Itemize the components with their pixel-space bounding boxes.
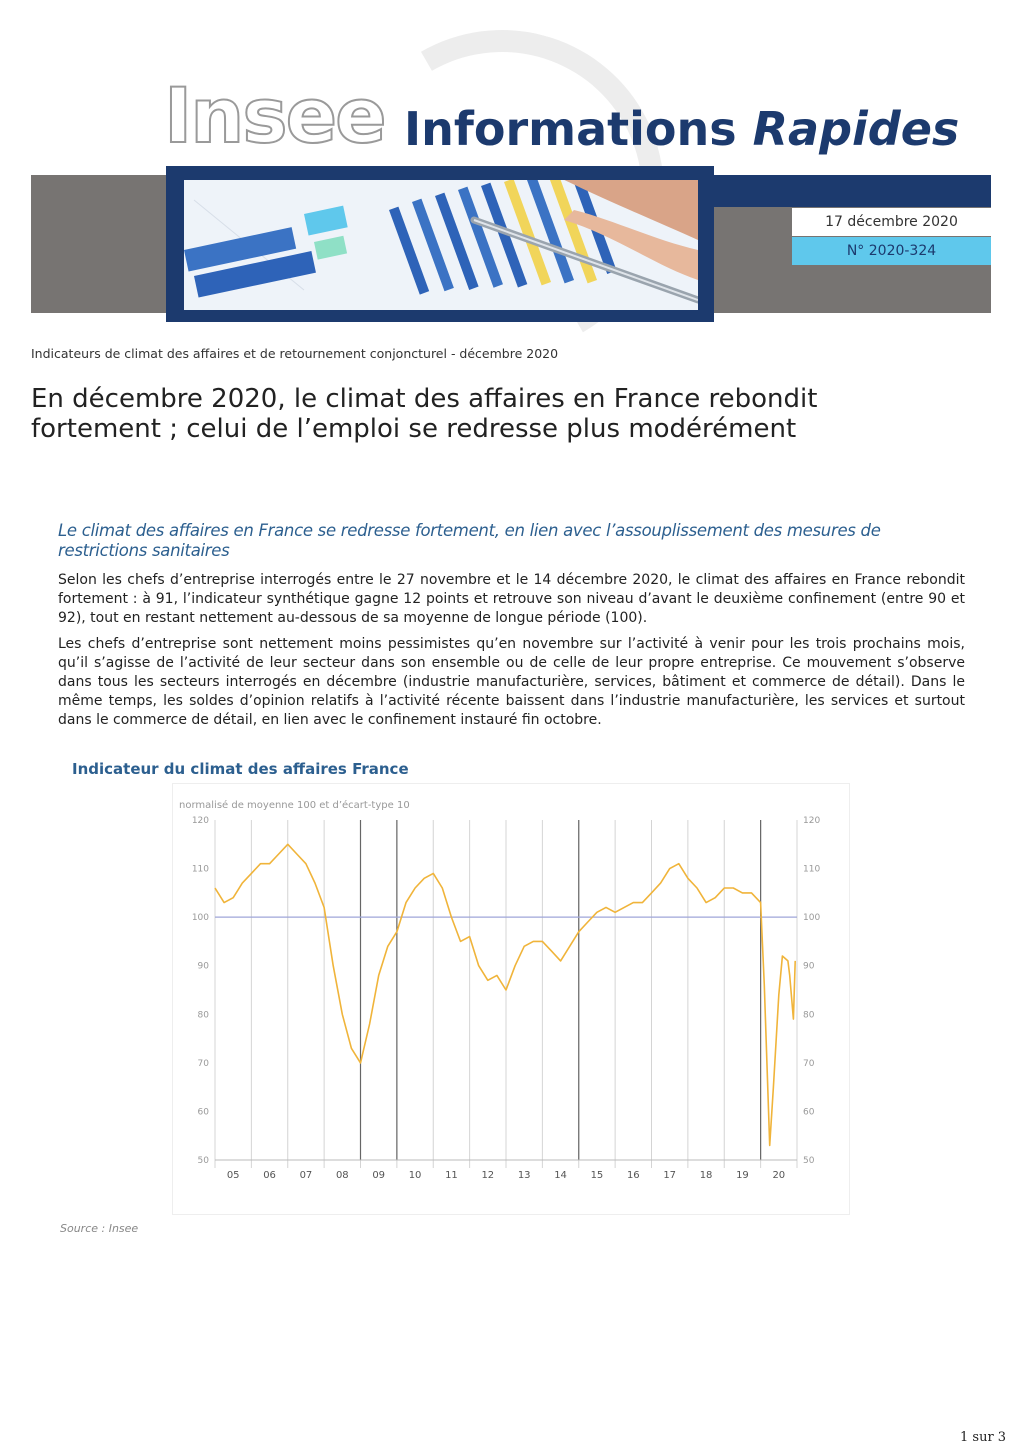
publication-date: 17 décembre 2020 bbox=[792, 208, 991, 236]
x-tick-label: 10 bbox=[408, 1170, 422, 1181]
publication-number: N° 2020-324 bbox=[792, 237, 991, 265]
source-note: Source : Insee bbox=[60, 1222, 139, 1235]
brand-italic: Rapides bbox=[752, 102, 960, 156]
y-tick-label-left: 50 bbox=[197, 1156, 209, 1166]
chart-subtitle: normalisé de moyenne 100 et d’écart-type 10 bbox=[179, 800, 410, 811]
x-tick-label: 13 bbox=[517, 1170, 531, 1181]
series-line-climat-des-affaires bbox=[215, 844, 795, 1145]
document-headline: En décembre 2020, le climat des affaires en France rebondit fortement ; celui de l’emploi se redresse plus modérément bbox=[31, 384, 818, 444]
insee-logo: Insee bbox=[164, 71, 385, 160]
y-tick-label-right: 50 bbox=[803, 1156, 815, 1166]
x-tick-label: 11 bbox=[445, 1170, 458, 1181]
y-tick-label-left: 70 bbox=[197, 1058, 209, 1069]
x-tick-label: 16 bbox=[626, 1170, 640, 1181]
x-tick-label: 09 bbox=[372, 1170, 386, 1181]
y-tick-label-left: 80 bbox=[197, 1010, 209, 1021]
x-tick-label: 06 bbox=[263, 1170, 276, 1181]
x-tick-label: 20 bbox=[772, 1170, 786, 1181]
page-number: 1 sur 3 bbox=[960, 1430, 1007, 1445]
brand-main: Informations bbox=[404, 102, 753, 156]
section-title: Le climat des affaires en France se redresse fortement, en lien avec l’assouplissement des mesures de restrictions sanitaires bbox=[58, 521, 881, 560]
chart-container bbox=[172, 783, 850, 1215]
y-tick-label-left: 120 bbox=[191, 816, 209, 826]
chart-heading: Indicateur du climat des affaires France bbox=[72, 760, 409, 778]
header-navy-band bbox=[700, 175, 991, 207]
x-tick-label: 12 bbox=[481, 1170, 495, 1181]
hero-illustration bbox=[184, 180, 698, 310]
business-climate-chart bbox=[173, 784, 849, 1214]
y-tick-label-right: 110 bbox=[803, 864, 821, 875]
y-tick-label-right: 120 bbox=[803, 816, 821, 826]
publication-brand bbox=[404, 102, 960, 156]
hero-image-charts-and-pen bbox=[184, 180, 698, 310]
paragraph-2: Les chefs d’entreprise sont nettement moins pessimistes qu’en novembre sur l’activité à venir pour les trois prochains mois, qu’il s’agisse de l’activité de leur secteur dans son ensemble ou de celle de leur propre entreprise. Ce mouvement s’observe dans tous les secteurs interrogés en décembre (industrie manufacturière, services, bâtiment et commerce de détail). Dans le même temps, les soldes d’opinion relatifs à l’activité récente baissent dans l’industrie manufacturière, les services et surtout dans le commerce de détail, en lien avec le confinement instauré fin octobre. bbox=[58, 636, 965, 728]
y-tick-label-right: 70 bbox=[803, 1058, 815, 1069]
x-tick-label: 17 bbox=[663, 1170, 677, 1181]
y-tick-label-right: 90 bbox=[803, 961, 815, 972]
y-tick-label-left: 60 bbox=[197, 1107, 209, 1118]
y-tick-label-right: 100 bbox=[803, 913, 821, 924]
x-tick-label: 05 bbox=[226, 1170, 240, 1181]
x-tick-label: 15 bbox=[590, 1170, 604, 1181]
x-tick-label: 18 bbox=[699, 1170, 713, 1181]
x-tick-label: 14 bbox=[554, 1170, 567, 1181]
x-tick-label: 08 bbox=[335, 1170, 349, 1181]
y-tick-label-right: 80 bbox=[803, 1010, 815, 1021]
y-tick-label-left: 110 bbox=[191, 864, 209, 875]
y-tick-label-right: 60 bbox=[803, 1107, 815, 1118]
document-subtitle: Indicateurs de climat des affaires et de retournement conjoncturel - décembre 2020 bbox=[31, 346, 559, 361]
y-tick-label-left: 100 bbox=[191, 913, 209, 924]
y-tick-label-left: 90 bbox=[197, 961, 209, 972]
paragraph-1: Selon les chefs d’entreprise interrogés entre le 27 novembre et le 14 décembre 2020, le climat des affaires en France rebondit fortement : à 91, l’indicateur synthétique gagne 12 points et retrouve son niveau d’avant le deuxième confinement (entre 90 et 92), tout en restant nettement au-dessous de sa moyenne de longue période (100). bbox=[58, 572, 965, 626]
x-tick-label: 07 bbox=[299, 1170, 313, 1181]
x-tick-label: 19 bbox=[736, 1170, 749, 1181]
